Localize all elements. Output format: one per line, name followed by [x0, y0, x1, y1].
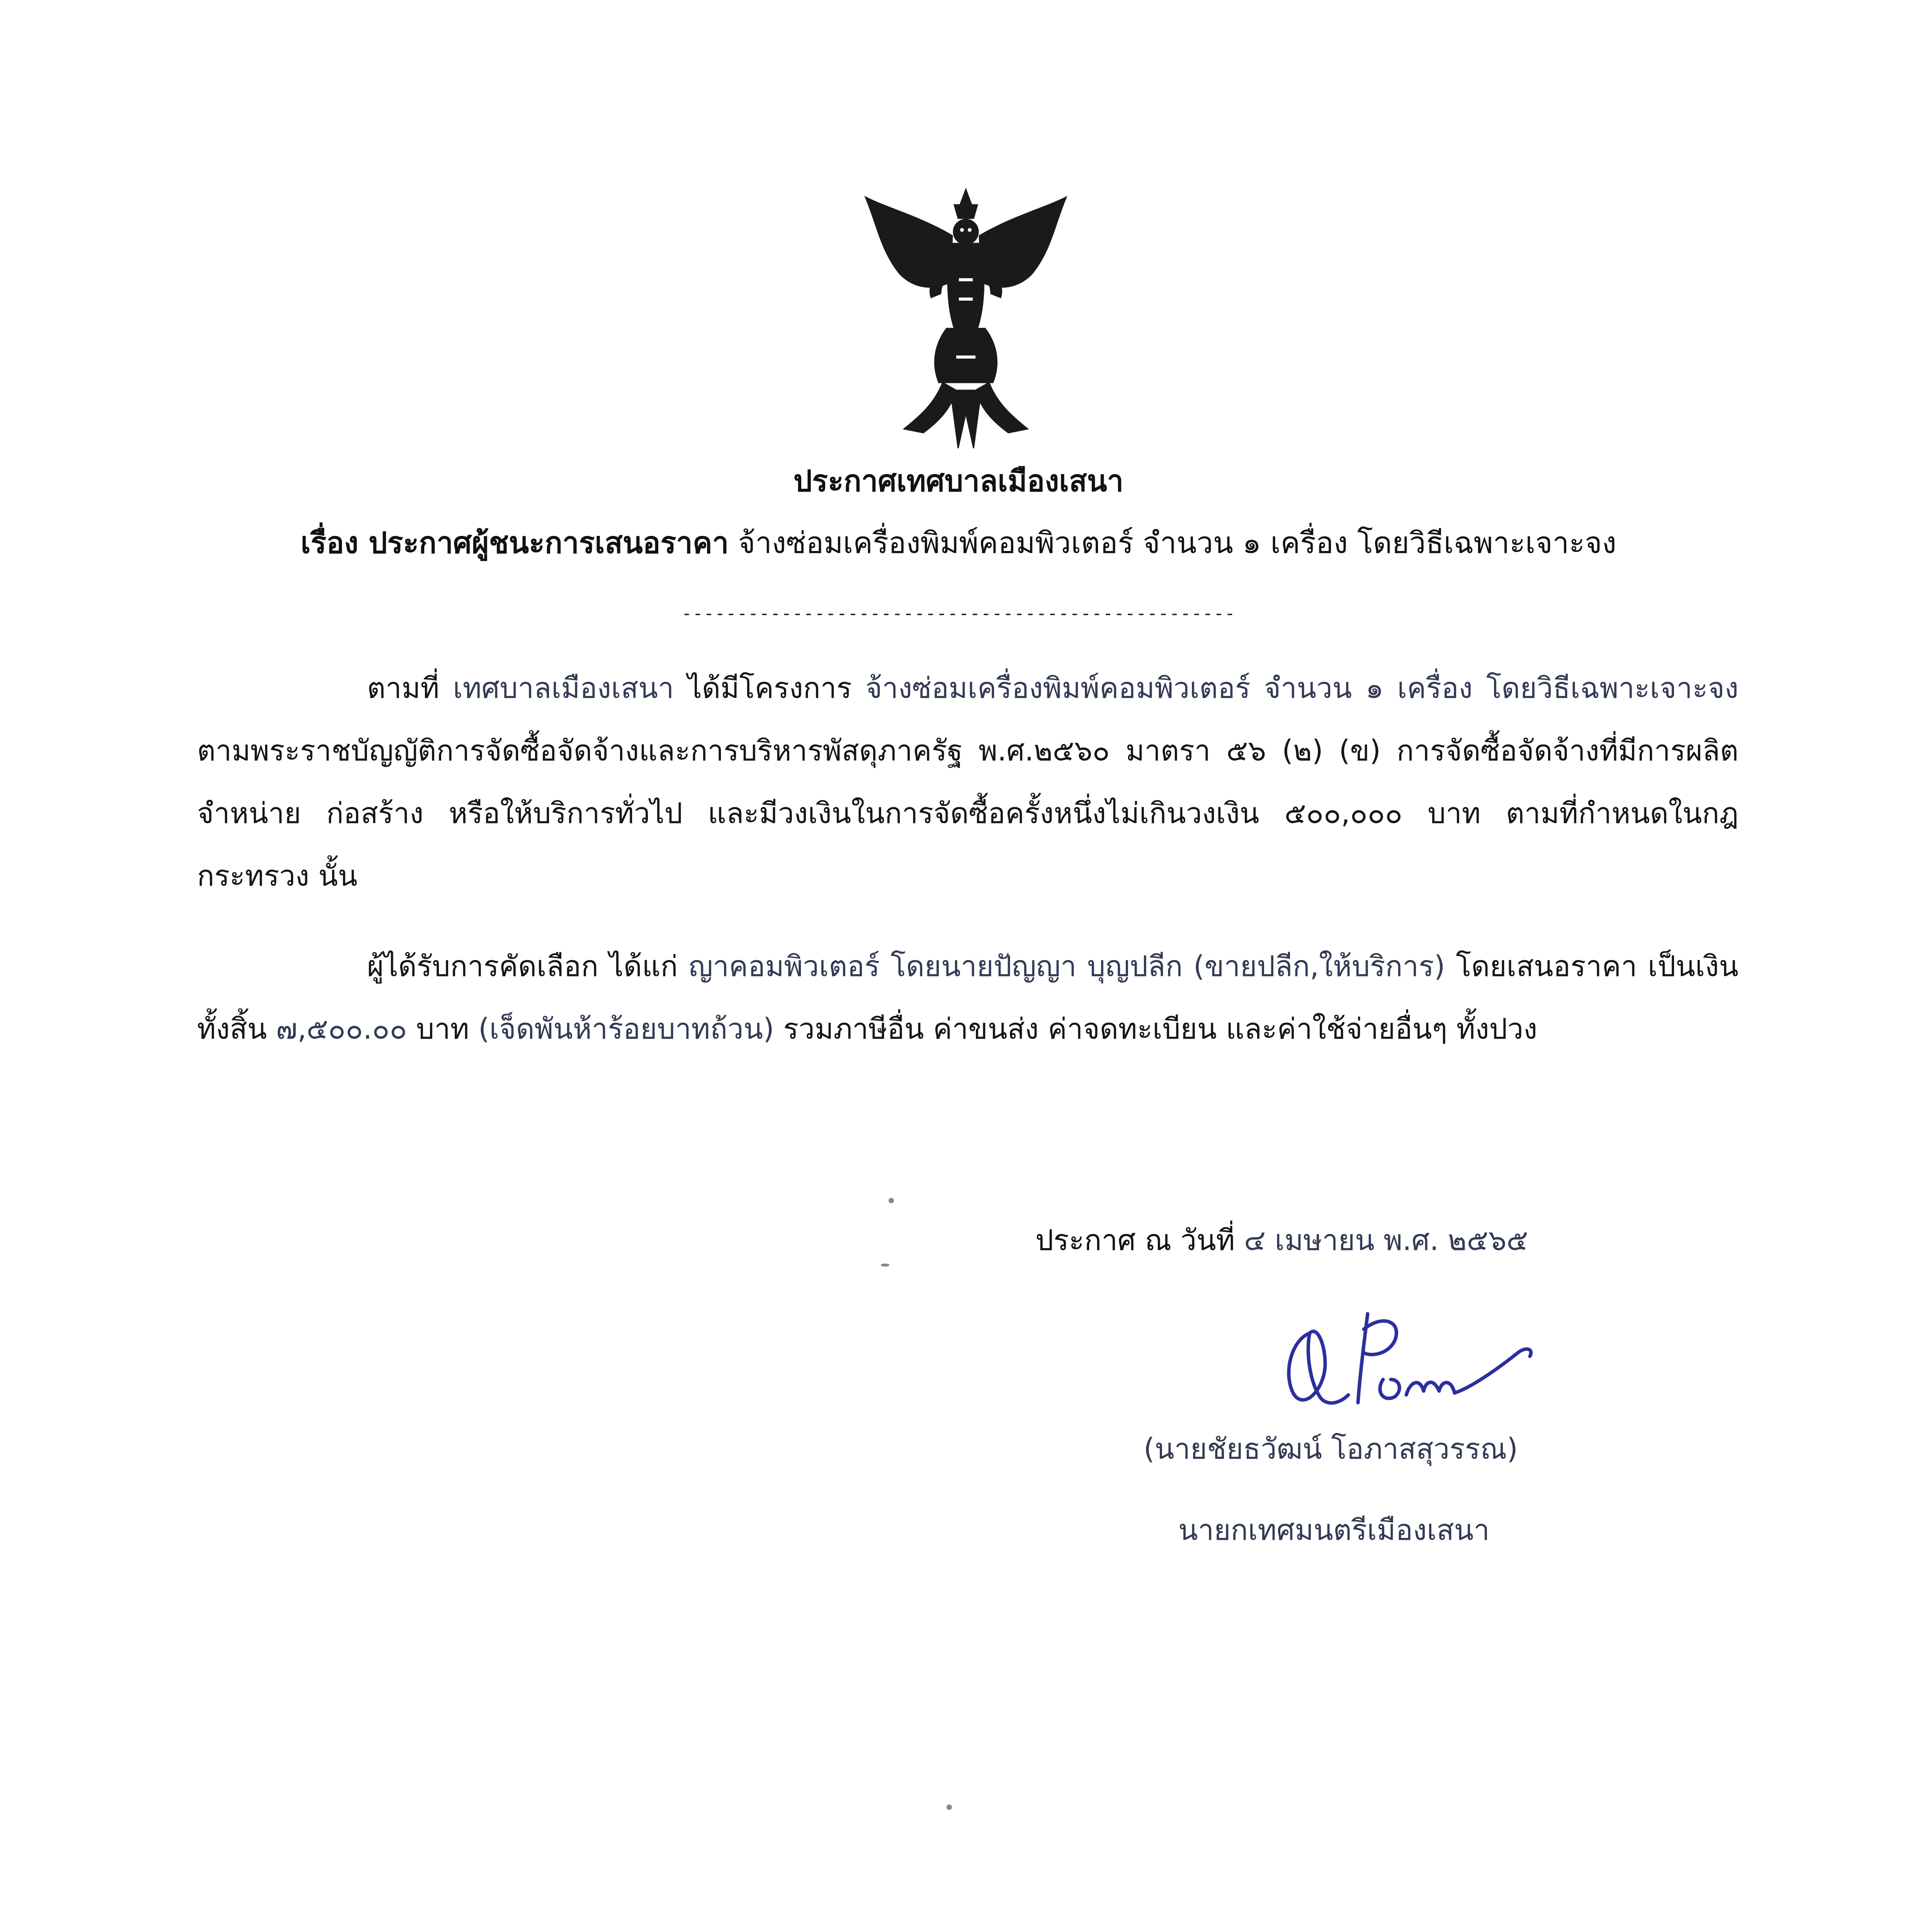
subject-label: เรื่อง ประกาศผู้ชนะการเสนอราคา — [301, 526, 729, 560]
signer-name: (นายชัยธวัฒน์ โอภาสสุวรรณ) — [1144, 1432, 1518, 1466]
p1-t3: ได้มีโครงการ — [687, 672, 852, 705]
document-title: ประกาศเทศบาลเมืองเสนา — [793, 464, 1124, 498]
p2-t7: รวมภาษีอื่น ค่าขนส่ง ค่าจดทะเบียน และค่าใช้จ่ายอื่นๆ ทั้งปวง — [783, 1012, 1538, 1046]
announcement-date — [1035, 1217, 1528, 1263]
p1-t5: ตามพระราชบัญญัติการจัดซื้อจัดจ้างและการบริหารพัสดุภาครัฐ พ.ศ.๒๕๖๐ มาตรา ๕๖ (๒) (ข) การจัดซื้อจัดจ้างที่มีการผลิต จำหน่าย ก่อสร้าง หรือให้บริการทั่วไป และมีวงเงินในการจัดซื้อครั้งหนึ่งไม่เกินวงเงิน ๕๐๐,๐๐๐ บาท ตามที่กำหนดในกฎกระทรวง นั้น — [197, 734, 1739, 893]
p1-t1: ตามที่ — [367, 672, 440, 705]
scan-speck — [881, 1264, 889, 1267]
scan-speck — [889, 1198, 894, 1203]
announce-label: ประกาศ ณ วันที่ — [1035, 1224, 1235, 1257]
p1-project: จ้างซ่อมเครื่องพิมพ์คอมพิวเตอร์ จำนวน ๑ เครื่อง โดยวิธีเฉพาะเจาะจง — [865, 672, 1739, 705]
p2-amount-words: (เจ็ดพันห้าร้อยบาทถ้วน) — [478, 1012, 774, 1046]
handwritten-signature — [1267, 1298, 1538, 1430]
signer-title: นายกเทศมนตรีเมืองเสนา — [1178, 1514, 1490, 1547]
p2-winner: ญาคอมพิวเตอร์ โดยนายปัญญา บุญปลีก (ขายปลีก,ให้บริการ) — [688, 950, 1445, 983]
p2-t1: ผู้ได้รับการคัดเลือก ได้แก่ — [367, 950, 678, 983]
garuda-emblem-icon — [858, 182, 1074, 452]
document-subject — [0, 520, 1917, 566]
paragraph-1 — [197, 657, 1739, 907]
announce-date-value: ๔ เมษายน พ.ศ. ๒๕๖๕ — [1244, 1224, 1528, 1257]
p2-t3: โดยเสนอราคา เป็นเงินทั้งสิ้น — [197, 950, 1739, 1046]
scan-speck — [947, 1804, 952, 1810]
paragraph-2 — [197, 935, 1739, 1060]
p2-t5: บาท — [416, 1012, 469, 1046]
p1-agency: เทศบาลเมืองเสนา — [453, 672, 674, 705]
p2-amount: ๗,๕๐๐.๐๐ — [276, 1012, 407, 1046]
divider-line: -------------------------------------------------- — [681, 603, 1236, 624]
subject-text: จ้างซ่อมเครื่องพิมพ์คอมพิวเตอร์ จำนวน ๑ เครื่อง โดยวิธีเฉพาะเจาะจง — [738, 526, 1616, 560]
